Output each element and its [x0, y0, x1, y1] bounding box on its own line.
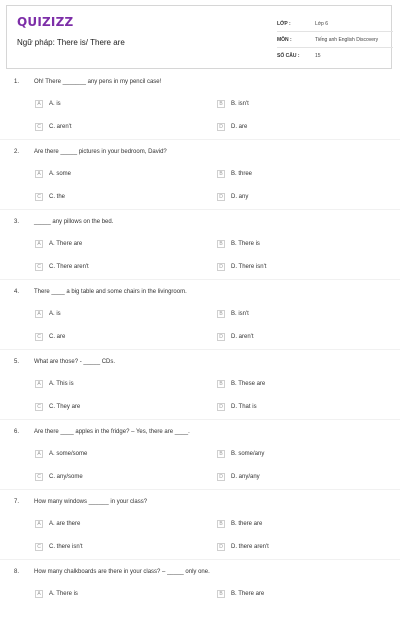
answer-option-b[interactable] [217, 520, 262, 528]
answer-option-b[interactable] [217, 240, 260, 248]
option-letter-box: C [35, 403, 43, 411]
question-text: How many windows ______ in your class? [34, 499, 148, 505]
question-text: Are there _____ pictures in your bedroom, David? [34, 149, 167, 155]
question-text: There ____ a big table and some chairs in the livingroom. [34, 289, 187, 295]
answer-option-d[interactable] [217, 123, 247, 131]
question-item [0, 215, 400, 283]
option-letter-box: B [217, 590, 225, 598]
question-text: Are there ____ apples in the fridge? – Yes, there are ____. [34, 429, 190, 435]
option-letter-box: C [35, 193, 43, 201]
meta-row-count [277, 48, 393, 63]
option-label: B. isn't [231, 311, 249, 317]
option-letter-box: A [35, 450, 43, 458]
answer-option-b[interactable] [217, 380, 265, 388]
option-label: A. This is [49, 381, 74, 387]
option-letter-box: C [35, 473, 43, 481]
answer-option-a[interactable] [35, 170, 71, 178]
question-number: 6. [14, 429, 20, 435]
option-label: B. some/any [231, 451, 265, 457]
option-label: B. three [231, 171, 253, 177]
question-number: 3. [14, 219, 20, 225]
option-letter-box: C [35, 263, 43, 271]
option-label: A. are there [49, 521, 81, 527]
question-divider [0, 139, 400, 140]
question-divider [0, 559, 400, 560]
option-label: C. any/some [49, 474, 83, 480]
meta-key: LỚP : [277, 20, 291, 27]
question-text: Oh! There _______ any pens in my pencil case! [34, 79, 162, 85]
worksheet-header [6, 5, 392, 69]
option-label: B. These are [231, 381, 266, 387]
option-letter-box: B [217, 240, 225, 248]
answer-option-a[interactable] [35, 520, 80, 528]
option-label: A. is [49, 311, 61, 317]
answer-option-a[interactable] [35, 240, 82, 248]
answer-option-d[interactable] [217, 403, 257, 411]
answer-option-c[interactable] [35, 123, 72, 131]
question-text: How many chalkboards are there in your class? – _____ only one. [34, 569, 210, 575]
option-label: C. there isn't [49, 544, 83, 550]
option-label: D. There isn't [231, 264, 267, 270]
answer-option-a[interactable] [35, 100, 61, 108]
option-letter-box: B [217, 520, 225, 528]
answer-option-c[interactable] [35, 403, 80, 411]
option-letter-box: A [35, 100, 43, 108]
option-label: C. They are [49, 404, 81, 410]
meta-key: SỐ CÂU : [277, 52, 300, 59]
option-letter-box: D [217, 193, 225, 201]
answer-option-b[interactable] [217, 100, 249, 108]
answer-option-c[interactable] [35, 333, 65, 341]
question-divider [0, 209, 400, 210]
answer-option-a[interactable] [35, 310, 61, 318]
answer-option-d[interactable] [217, 543, 269, 551]
meta-key: MÔN : [277, 36, 292, 43]
option-letter-box: B [217, 170, 225, 178]
option-letter-box: D [217, 333, 225, 341]
meta-value: Tiếng anh English Discovery [315, 36, 379, 43]
question-text: _____ any pillows on the bed. [34, 219, 114, 225]
question-item [0, 355, 400, 423]
option-letter-box: A [35, 520, 43, 528]
answer-option-b[interactable] [217, 590, 264, 598]
question-item [0, 145, 400, 213]
worksheet-title: Ngữ pháp: There is/ There are [17, 38, 125, 47]
option-label: B. there are [231, 521, 263, 527]
question-divider [0, 279, 400, 280]
answer-option-c[interactable] [35, 473, 83, 481]
answer-option-a[interactable] [35, 380, 74, 388]
option-letter-box: A [35, 240, 43, 248]
option-label: B. There are [231, 591, 265, 597]
quizizz-logo: QUIZIZZ [17, 15, 74, 29]
option-letter-box: A [35, 590, 43, 598]
option-label: D. any [231, 194, 249, 200]
option-letter-box: C [35, 123, 43, 131]
option-letter-box: D [217, 473, 225, 481]
question-number: 2. [14, 149, 20, 155]
meta-value: 15 [315, 52, 321, 59]
question-item [0, 285, 400, 353]
option-letter-box: B [217, 310, 225, 318]
question-number: 1. [14, 79, 20, 85]
answer-option-a[interactable] [35, 590, 78, 598]
option-label: D. That is [231, 404, 257, 410]
answer-option-d[interactable] [217, 333, 254, 341]
option-label: D. are [231, 124, 248, 130]
option-letter-box: D [217, 123, 225, 131]
worksheet-meta [277, 16, 393, 63]
question-number: 8. [14, 569, 20, 575]
answer-option-d[interactable] [217, 193, 248, 201]
option-letter-box: D [217, 403, 225, 411]
option-label: B. There is [231, 241, 260, 247]
option-label: B. isn't [231, 101, 249, 107]
meta-value: Lớp 6 [315, 20, 329, 27]
option-label: C. There aren't [49, 264, 89, 270]
question-number: 5. [14, 359, 20, 365]
option-label: C. the [49, 194, 66, 200]
question-text: What are those? - _____ CDs. [34, 359, 116, 365]
answer-option-b[interactable] [217, 310, 249, 318]
answer-option-a[interactable] [35, 450, 87, 458]
answer-option-d[interactable] [217, 263, 266, 271]
answer-option-b[interactable] [217, 450, 264, 458]
question-item [0, 565, 400, 633]
answer-option-c[interactable] [35, 193, 65, 201]
option-letter-box: C [35, 333, 43, 341]
option-letter-box: C [35, 543, 43, 551]
question-divider [0, 419, 400, 420]
question-number: 7. [14, 499, 20, 505]
option-letter-box: B [217, 100, 225, 108]
option-letter-box: A [35, 380, 43, 388]
option-letter-box: A [35, 170, 43, 178]
question-divider [0, 349, 400, 350]
option-label: A. some [49, 171, 72, 177]
answer-option-c[interactable] [35, 263, 89, 271]
option-label: D. aren't [231, 334, 254, 340]
question-divider [0, 489, 400, 490]
question-item [0, 75, 400, 143]
option-label: A. is [49, 101, 61, 107]
option-label: D. there aren't [231, 544, 269, 550]
option-label: D. any/any [231, 474, 260, 480]
answer-option-c[interactable] [35, 543, 83, 551]
option-letter-box: B [217, 380, 225, 388]
option-letter-box: D [217, 263, 225, 271]
option-label: C. aren't [49, 124, 72, 130]
option-label: A. There are [49, 241, 83, 247]
option-label: A. There is [49, 591, 78, 597]
option-label: A. some/some [49, 451, 88, 457]
answer-option-d[interactable] [217, 473, 260, 481]
meta-row-class [277, 16, 393, 32]
question-item [0, 425, 400, 493]
question-item [0, 495, 400, 563]
option-letter-box: A [35, 310, 43, 318]
meta-row-subject [277, 32, 393, 48]
option-letter-box: B [217, 450, 225, 458]
answer-option-b[interactable] [217, 170, 252, 178]
question-number: 4. [14, 289, 20, 295]
option-letter-box: D [217, 543, 225, 551]
option-label: C. are [49, 334, 66, 340]
